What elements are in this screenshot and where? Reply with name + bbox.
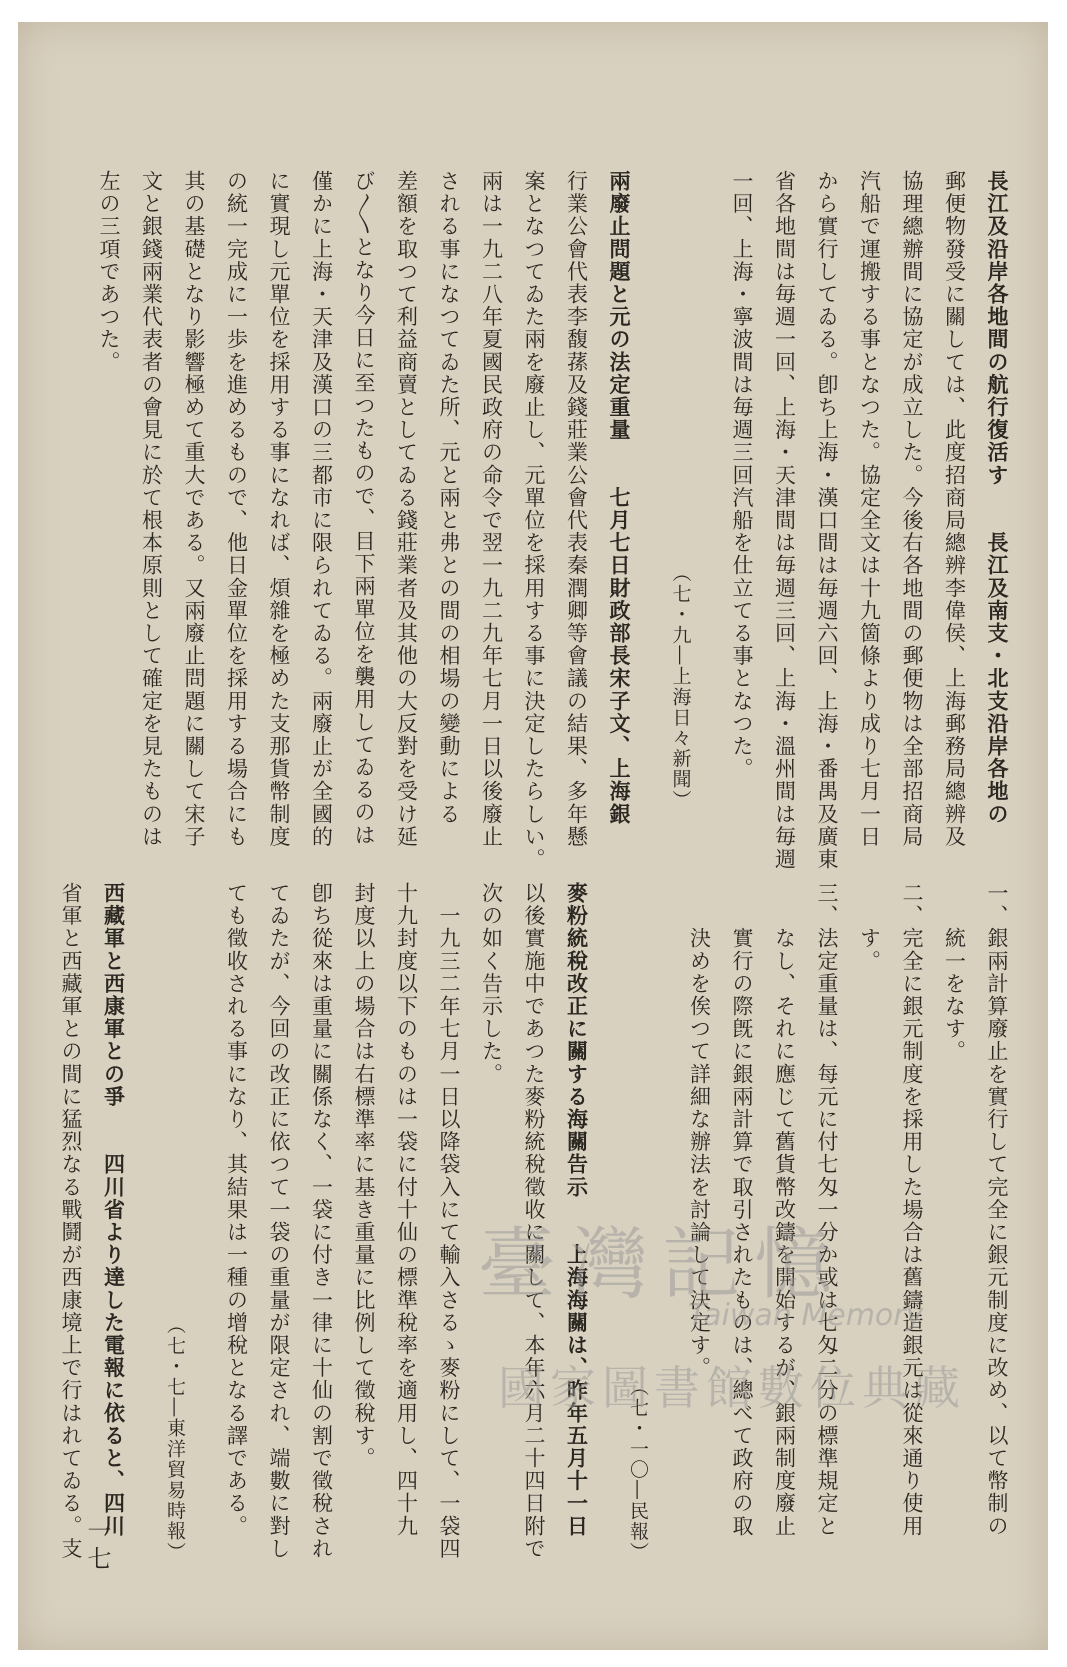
article-2-line-10: の統一完成に一歩を進めるもので、他日金單位を採用する場合にも (224, 170, 249, 848)
article-2-line-4: 兩は一九二八年夏國民政府の命令で翌一九二九年七月一日以後廢止 (479, 170, 504, 848)
lower-text-block (18, 882, 1048, 1562)
article-3-line-6: 封度以上の場合は右標準率に基き重量に比例して徵稅す。 (352, 882, 376, 1470)
article-1-line-7: 一回、上海・寧波間は毎週三回汽船を仕立てる事となつた。 (730, 170, 754, 781)
article-3-line-9: ても徵收される事になり、其結果は一種の增稅となる譯である。 (224, 882, 249, 1538)
article-2-item-3d: 決めを俟つて詳細な辦法を討論して決定す。 (687, 882, 712, 1380)
article-4-line-1: 西藏軍と西康軍との爭 四川省より達した電報に依ると、四川 (101, 882, 126, 1538)
article-3-line-4: 一九三二年七月一日以降袋入にて輸入さるゝ麥粉にして、一袋四 (437, 882, 461, 1560)
article-3-line-2: 以後實施中であつた麥粉統稅徵收に關して、本年六月二十四日附で (522, 882, 546, 1560)
article-1-source: （七・九―上海日々新聞） (669, 562, 692, 810)
article-2-item-1a: 一、銀兩計算廢止を實行して完全に銀元制度に改め、以て幣制の (985, 882, 1009, 1538)
article-3-line-3: 次の如く告示した。 (479, 882, 504, 1086)
article-3-line-1: 麥粉統稅改正に關する海關告示 上海海關は、昨年五月十一日 (564, 882, 589, 1538)
watermark-main-text: 臺灣記憶 (478, 1220, 847, 1310)
article-2-source: （七・一〇―民報） (627, 1376, 649, 1562)
article-2-line-2: 行業公會代表李馥蓀及錢莊業公會代表秦潤卿等會議の結果、多年懸 (564, 170, 589, 848)
article-2-item-3c: 實行の際旣に銀兩計算で取引されたものは、總べて政府の取 (730, 882, 754, 1538)
article-2-line-8: 僅かに上海・天津及漢口の三都市に限られてゐる。兩廢止が全國的 (309, 170, 334, 848)
article-1-line-2: 郵便物發受に關しては、此度招商局總辨李偉侯、上海郵務局總辨及 (942, 170, 967, 848)
article-2-item-2b: す。 (857, 882, 882, 973)
document-page (18, 22, 1048, 1650)
article-2-line-5: される事になつてゐた所、元と兩と弗との間の相場の變動による (437, 170, 461, 826)
article-2-line-7: び〳〵となり今日に至つたもので、目下兩單位を襲用してゐるのは (352, 170, 376, 847)
article-2-item-1b: 統一をなす。 (942, 882, 967, 1063)
article-4-line-2: 省軍と西藏軍との間に猛烈なる戰鬪が西康境上で行はれてゐる。支 (59, 882, 83, 1560)
article-2-line-3: 案となつてゐた兩を廢止し、元單位を採用する事に決定したらしい。 (522, 170, 546, 871)
upper-text-block (18, 170, 1048, 871)
article-2-line-11: 其の基礎となり影響極めて重大である。又兩廢止問題に關して宋子 (182, 170, 206, 848)
article-1-line-1: 長江及沿岸各地間の航行復活す 長江及南支・北支沿岸各地の (985, 170, 1009, 826)
watermark-sub-text: Taiwan Memory (688, 1298, 924, 1333)
article-3-line-8: てゐたが、今回の改正に依つて一袋の重量が限定され、端數に對し (267, 882, 291, 1560)
article-1-line-5: から實行してゐる。卽ち上海・漢口間は毎週六回、上海・番禺及廣東 (815, 170, 839, 871)
article-2-line-13: 左の三項であつた。 (97, 170, 121, 374)
article-2-line-1: 兩廢止問題と元の法定重量 七月七日財政部長宋子文、上海銀 (607, 170, 631, 826)
article-2-line-6: 差額を取つて利益商賣としてゐる錢莊業者及其他の大反對を受け延 (394, 170, 419, 848)
article-1-line-3: 協理總辦間に協定が成立した。今後右各地間の郵便物は全部招商局 (900, 170, 924, 848)
page-number: 一七 (83, 1518, 111, 1574)
article-3-line-5: 十九封度以下のものは一袋に付十仙の標準稅率を適用し、四十九 (394, 882, 419, 1538)
article-1-line-4: 汽船で運搬する事となつた。協定全文は十九箇條より成り七月一日 (857, 170, 882, 848)
watermark-institution-text: 國家圖書館數位典藏 (498, 1361, 966, 1415)
article-2-item-3b: なし、それに應じて舊貨幣改鑄を開始するが、銀兩制度廢止 (772, 882, 797, 1538)
article-2-item-2a: 二、完全に銀元制度を採用した場合は舊鑄造銀元は從來通り使用 (900, 882, 924, 1538)
article-2-item-3a: 三、法定重量は、每元に付七匁一分か或は七匁二分の標準規定と (815, 882, 839, 1538)
article-2-line-12: 文と銀錢兩業代表者の會見に於て根本原則として確定を見たものは (139, 170, 164, 848)
article-1-line-6: 省各地間は毎週一回、上海・天津間は毎週三回、上海・溫州間は毎週 (772, 170, 797, 871)
article-3-source: （七・七―東洋貿易時報） (164, 1314, 186, 1562)
article-3-line-7: 卽ち從來は重量に關係なく、一袋に付き一律に十仙の割で徵稅され (309, 882, 334, 1560)
article-2-line-9: に實現し元單位を採用する事になれば、煩雜を極めた支那貨幣制度 (267, 170, 291, 848)
